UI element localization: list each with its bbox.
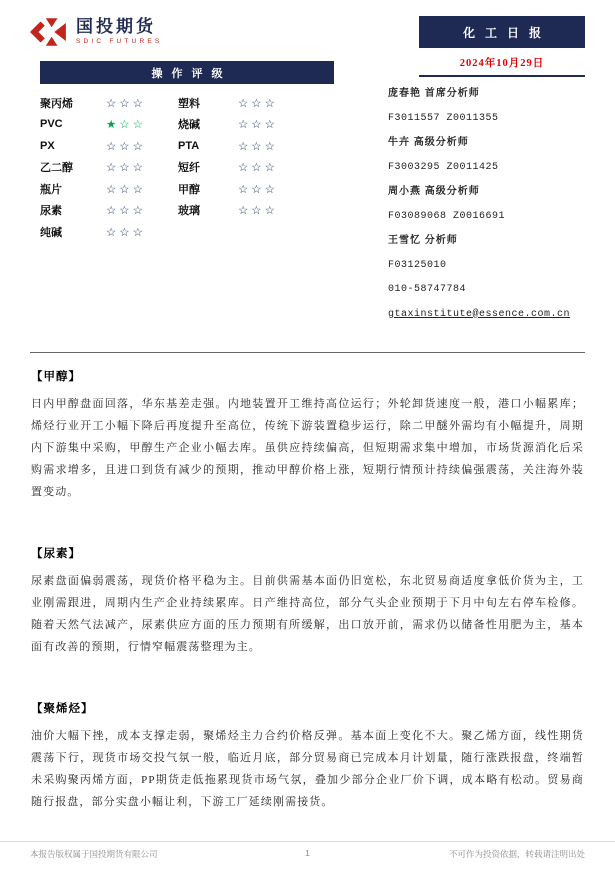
- product-name: 瓶片: [40, 183, 62, 196]
- section-title: 【甲醇】: [31, 371, 81, 383]
- star-rating: ☆☆☆: [238, 205, 278, 218]
- star-rating: ☆☆☆: [106, 205, 146, 218]
- star-rating: ☆☆☆: [238, 119, 278, 132]
- rating-row: [40, 157, 334, 179]
- report-title-box: [419, 16, 585, 77]
- star-rating: ☆☆☆: [106, 162, 146, 175]
- header-divider: [30, 352, 585, 353]
- report-body: [31, 368, 584, 855]
- contact-email[interactable]: gtaxinstitute@essence.com.cn: [388, 308, 571, 320]
- page-footer: [0, 841, 615, 860]
- contact-phone: 010-58747784: [388, 284, 467, 295]
- analyst-name: 庞春艳 首席分析师: [388, 88, 480, 99]
- analyst-code: F3011557 Z0011355: [388, 112, 499, 124]
- analyst-name: 王雪忆 分析师: [388, 235, 458, 246]
- rating-row: [40, 221, 334, 243]
- brand-name: 国投期货: [76, 17, 156, 37]
- star-rating: ☆☆☆: [238, 183, 278, 196]
- rating-row: [40, 135, 334, 157]
- product-name: 玻璃: [178, 205, 200, 218]
- analyst-name: 周小燕 高级分析师: [388, 186, 480, 197]
- product-name: 纯碱: [40, 226, 62, 239]
- rating-row: [40, 178, 334, 200]
- star-rating: ☆☆☆: [238, 97, 278, 110]
- product-name: PX: [40, 139, 55, 152]
- section-body: 油价大幅下挫，成本支撑走弱，聚烯烃主力合约价格反弹。基本面上变化不大。聚乙烯方面，线性期货震荡下行，现货市场交投气氛一般，临近月底，部分贸易商已完成本月计划量，随行涨跌报盘，终端暂未采购聚丙烯方面，PP期货走低拖累现货市场气氛，叠加少部分企业厂价下调，成本略有松动。贸易商随行报盘，部分实盘小幅让利，下游工厂延续刚需接货。: [31, 730, 584, 808]
- product-name: PTA: [178, 139, 200, 152]
- product-name: 乙二醇: [40, 162, 73, 175]
- product-name: 聚丙烯: [40, 97, 73, 110]
- star-rating: ★☆☆: [106, 119, 146, 132]
- rating-table: [40, 61, 334, 243]
- section-body: 日内甲醇盘面回落，华东基差走强。内地装置开工维持高位运行；外轮卸货速度一般，港口小幅累库；烯烃行业开工小幅下降后再度提升至高位，传统下游装置稳步运行，除二甲醚外需均有小幅提升，周期内下游集中采购，甲醇生产企业小幅去库。虽供应持续偏高，但短期需求集中增加，市场货源消化后采购需求增多，且进口到货有减少的预期，推动甲醇价格上涨，短期行情预计持续偏强震荡，关注海外装置变动。: [31, 398, 584, 498]
- rating-table-header: 操作评级: [40, 61, 334, 84]
- section-urea: [31, 545, 584, 658]
- product-name: 塑料: [178, 97, 200, 110]
- brand-subtitle: SDIC FUTURES: [76, 38, 163, 46]
- star-rating: ☆☆☆: [106, 140, 146, 153]
- brand: [30, 18, 162, 46]
- report-title: 化工日报: [419, 16, 585, 48]
- footer-disclaimer: 不可作为投资依据，转载请注明出处: [448, 849, 585, 859]
- report-date: 2024年10月29日: [419, 48, 585, 77]
- star-rating: ☆☆☆: [106, 97, 146, 110]
- analyst-block: [388, 82, 588, 327]
- analyst-name: 牛卉 高级分析师: [388, 137, 469, 148]
- rating-rows: [40, 92, 334, 243]
- analyst-code: F03089068 Z0016691: [388, 210, 506, 222]
- section-title: 【聚烯烃】: [31, 703, 94, 715]
- product-name: 短纤: [178, 162, 200, 175]
- product-name: 烧碱: [178, 119, 200, 132]
- section-polyolefin: [31, 700, 584, 813]
- star-rating: ☆☆☆: [238, 140, 278, 153]
- section-body: 尿素盘面偏弱震荡，现货价格平稳为主。目前供需基本面仍旧宽松，东北贸易商适度拿低价货为主，工业刚需跟进，周期内生产企业持续累库。日产维持高位，部分气头企业预期于下月中旬左右停车检修。随着天然气法减产，尿素供应方面的压力预期有所缓解，出口放开前，需求仍以储备性用肥为主，基本面有改善的预期，行情窄幅震荡整理为主。: [31, 575, 584, 653]
- analyst-code: F3003295 Z0011425: [388, 161, 499, 173]
- page-number: 1: [305, 848, 310, 858]
- rating-row: [40, 92, 334, 114]
- rating-row: [40, 114, 334, 136]
- section-title: 【尿素】: [31, 548, 81, 560]
- brand-logo-icon: [30, 18, 68, 46]
- star-rating: ☆☆☆: [238, 162, 278, 175]
- product-name: 甲醇: [178, 183, 200, 196]
- rating-row: [40, 200, 334, 222]
- footer-copyright: 本报告版权属于国投期货有限公司: [30, 849, 158, 859]
- section-methanol: [31, 368, 584, 503]
- product-name: 尿素: [40, 205, 62, 218]
- star-rating: ☆☆☆: [106, 183, 146, 196]
- product-name: PVC: [40, 118, 63, 131]
- star-rating: ☆☆☆: [106, 226, 146, 239]
- analyst-code: F03125010: [388, 259, 447, 271]
